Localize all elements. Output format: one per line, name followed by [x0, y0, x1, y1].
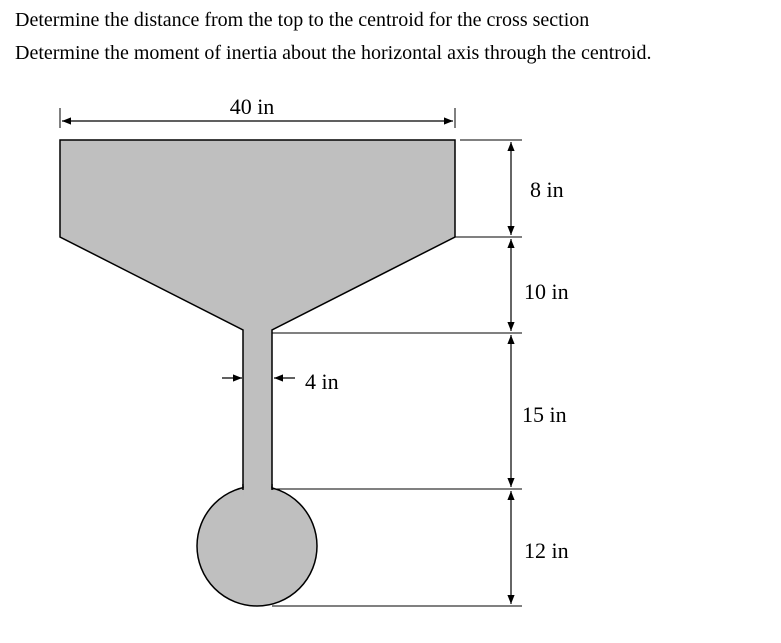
- bottom-circle: [197, 486, 317, 606]
- circle-height-label: 12 in: [524, 538, 569, 563]
- top-width-dimension: [60, 94, 455, 128]
- question-line-1: Determine the distance from the top to the centroid for the cross section: [15, 9, 590, 31]
- stem-height-label: 15 in: [522, 402, 567, 427]
- flange-height-label: 8 in: [530, 177, 564, 202]
- top-width-label: 40 in: [229, 94, 275, 119]
- flange-and-stem-outline: [60, 140, 455, 487]
- stem-width-dimension: [222, 369, 339, 394]
- stem-width-label: 4 in: [305, 369, 339, 394]
- question-line-2: Determine the moment of inertia about the horizontal axis through the centroid.: [15, 42, 652, 64]
- taper-height-label: 10 in: [524, 279, 569, 304]
- cross-section-shape: [60, 140, 455, 606]
